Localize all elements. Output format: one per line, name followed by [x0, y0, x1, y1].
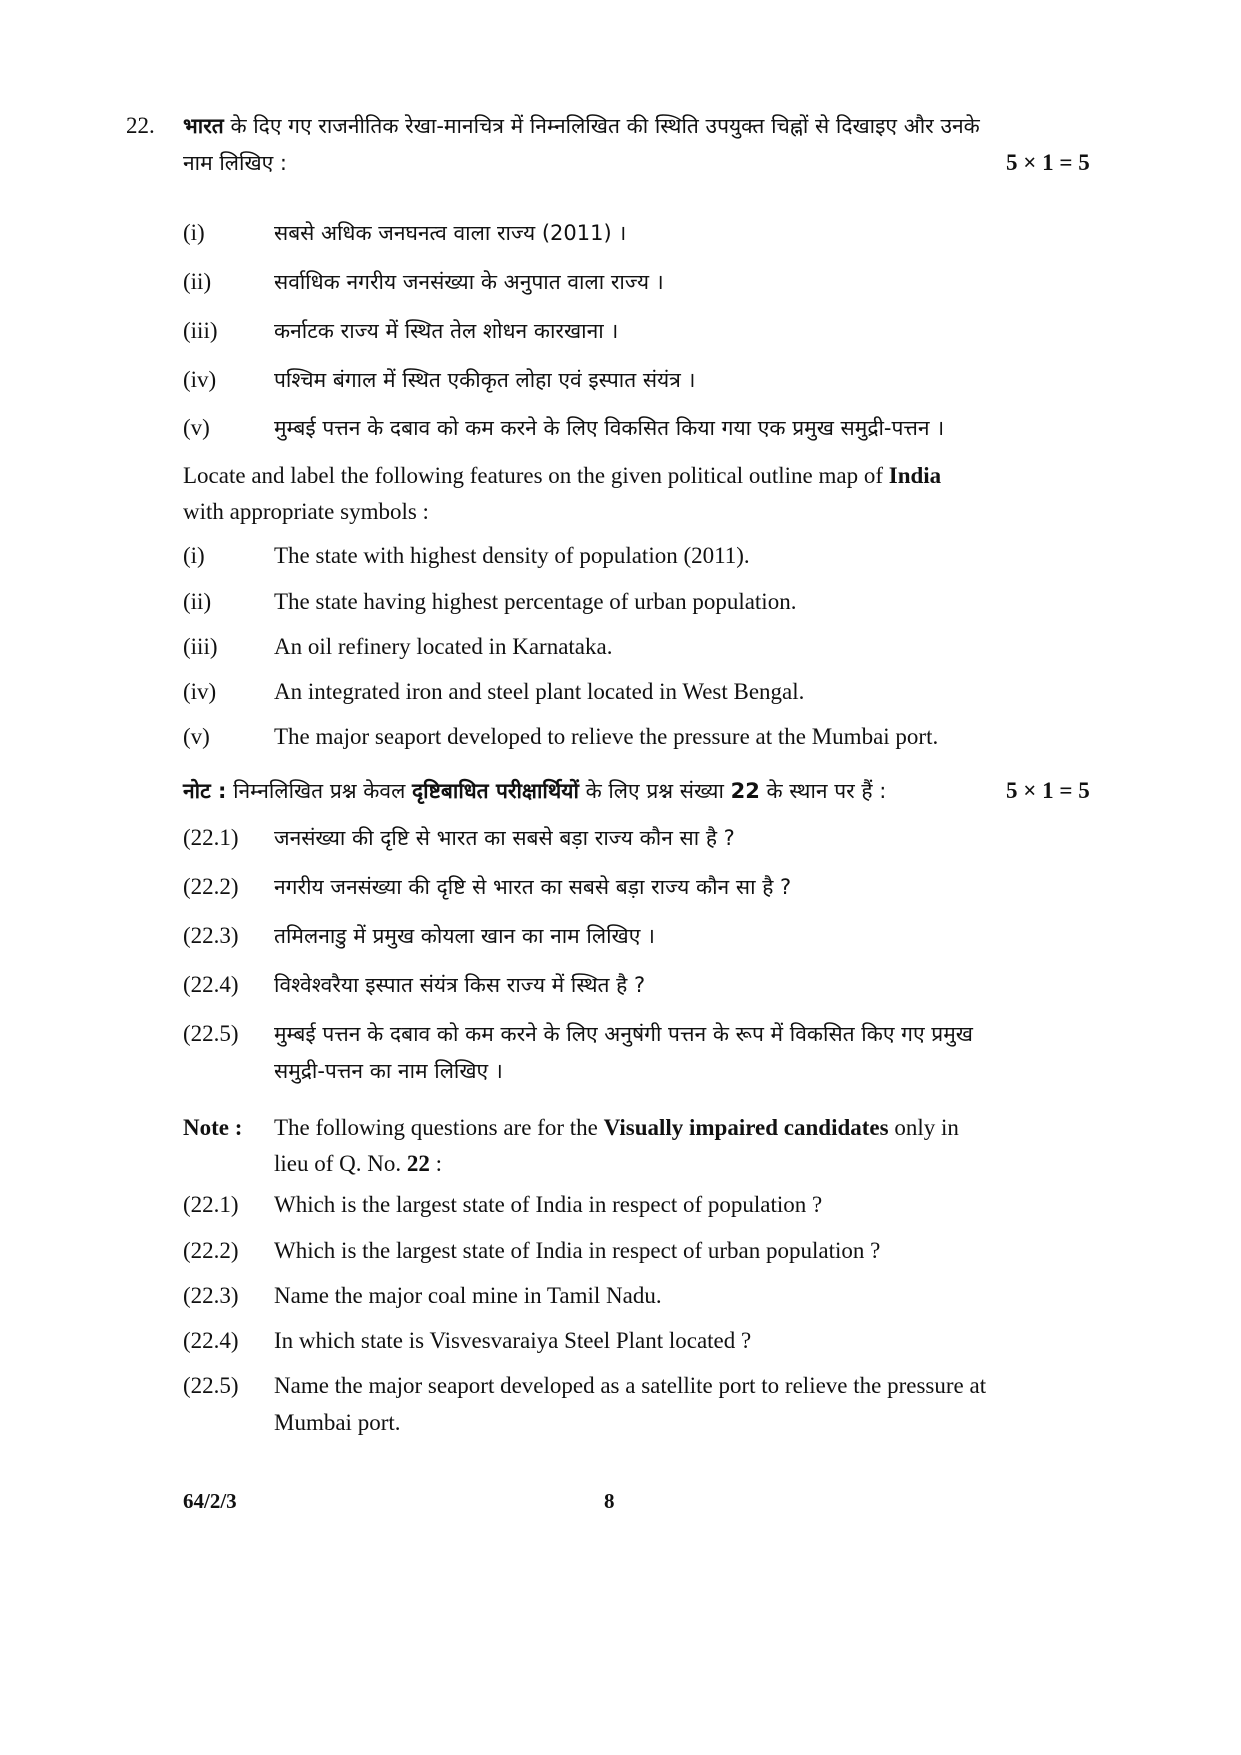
- note-en-item-number: (22.1): [183, 1192, 239, 1217]
- question-number: 22.: [126, 113, 155, 138]
- en-item-number: (iv): [183, 679, 217, 704]
- note-en-text: [274, 1110, 1053, 1182]
- note-hi-item-text: मुम्बई पत्तन के दबाव को कम करने के लिए अनुषंगी पत्तन के रूप में विकसित किए गए प्रमुख: [274, 1022, 973, 1046]
- hi-item-number: (iv): [183, 367, 217, 392]
- en-item-number: (i): [183, 543, 205, 568]
- question-hi-bold: भारत: [183, 114, 224, 138]
- hi-item-number: (v): [183, 415, 210, 440]
- question-en-intro: [183, 458, 1053, 530]
- note-hi-item-text: नगरीय जनसंख्या की दृष्टि से भारत का सबसे बड़ा राज्य कौन सा है ?: [274, 875, 792, 899]
- note-en-item-text: Which is the largest state of India in respect of urban population ?: [274, 1238, 881, 1263]
- note-en-qno: 22: [406, 1151, 430, 1176]
- note-hi-item-number: (22.2): [183, 874, 239, 899]
- note-hi-text-2: के लिए प्रश्न संख्या: [578, 779, 731, 803]
- note-hi-bold: दृष्टिबाधित परीक्षार्थियों: [412, 779, 579, 803]
- marks-allocation: 5 × 1 = 5: [1006, 150, 1090, 175]
- en-item-text: An integrated iron and steel plant located in West Bengal.: [274, 679, 805, 704]
- note-hi-label: नोट :: [183, 779, 227, 803]
- note-en-item-text: In which state is Visvesvaraiya Steel Plant located ?: [274, 1328, 752, 1353]
- en-item-text: The state having highest percentage of urban population.: [274, 589, 797, 614]
- note-hi-item-text: जनसंख्या की दृष्टि से भारत का सबसे बड़ा राज्य कौन सा है ?: [274, 826, 735, 850]
- hi-item-text: कर्नाटक राज्य में स्थित तेल शोधन कारखाना ।: [274, 319, 619, 343]
- note-hi-qno: 22: [730, 779, 760, 803]
- note-en-item-text: Which is the largest state of India in respect of population ?: [274, 1192, 823, 1217]
- question-hi-line-2: नाम लिखिए :: [183, 151, 287, 175]
- footer-paper-code: 64/2/3: [183, 1489, 237, 1513]
- note-en-item-number: (22.5): [183, 1373, 239, 1398]
- note-hi-heading: [183, 773, 886, 809]
- note-marks: 5 × 1 = 5: [1006, 778, 1090, 803]
- en-item-text: The state with highest density of population (2011).: [274, 543, 750, 568]
- en-item-number: (ii): [183, 589, 212, 614]
- note-en-item-text: Name the major coal mine in Tamil Nadu.: [274, 1283, 662, 1308]
- note-en-text-b: only in: [888, 1115, 959, 1140]
- note-hi-text-3: के स्थान पर हैं :: [759, 779, 887, 803]
- hi-item-text: सर्वाधिक नगरीय जनसंख्या के अनुपात वाला राज्य ।: [274, 270, 664, 294]
- hi-item-text: मुम्बई पत्तन के दबाव को कम करने के लिए विकसित किया गया एक प्रमुख समुद्री-पत्तन ।: [274, 416, 945, 440]
- note-hi-item-text: तमिलनाडु में प्रमुख कोयला खान का नाम लिखिए ।: [274, 924, 655, 948]
- note-en-text-a: The following questions are for the: [274, 1115, 604, 1140]
- note-en-item-number: (22.4): [183, 1328, 239, 1353]
- question-en-bold: India: [888, 463, 942, 488]
- note-en-item-number: (22.2): [183, 1238, 239, 1263]
- en-item-text: The major seaport developed to relieve the pressure at the Mumbai port.: [274, 724, 939, 749]
- note-hi-item-text-continued: समुद्री-पत्तन का नाम लिखिए ।: [274, 1059, 503, 1083]
- hi-item-number: (iii): [183, 318, 218, 343]
- hi-item-number: (ii): [183, 269, 212, 294]
- hi-item-text: पश्चिम बंगाल में स्थित एकीकृत लोहा एवं इस्पात संयंत्र ।: [274, 368, 696, 392]
- note-hi-item-number: (22.4): [183, 972, 239, 997]
- hi-item-text: सबसे अधिक जनघनत्व वाला राज्य (2011) ।: [274, 221, 627, 245]
- note-en-label: Note :: [183, 1115, 243, 1140]
- hi-item-number: (i): [183, 220, 205, 245]
- question-hi-text: के दिए गए राजनीतिक रेखा-मानचित्र में निम्नलिखित की स्थिति उपयुक्त चिह्नों से दिखाइए और उनके: [223, 114, 980, 138]
- note-en-bold: Visually impaired candidates: [603, 1115, 889, 1140]
- question-hi-line-1: [183, 108, 980, 144]
- note-hi-text: निम्नलिखित प्रश्न केवल: [226, 779, 413, 803]
- note-en-item-number: (22.3): [183, 1283, 239, 1308]
- note-en-text-d: :: [429, 1151, 443, 1176]
- en-item-number: (iii): [183, 634, 218, 659]
- note-hi-item-text: विश्वेश्वरैया इस्पात संयंत्र किस राज्य में स्थित है ?: [274, 973, 646, 997]
- note-en-text-c: lieu of Q. No.: [274, 1151, 407, 1176]
- note-en-item-text-continued: Mumbai port.: [274, 1410, 401, 1435]
- en-item-number: (v): [183, 724, 210, 749]
- note-hi-item-number: (22.3): [183, 923, 239, 948]
- note-hi-item-number: (22.1): [183, 825, 239, 850]
- footer-page-number: 8: [604, 1489, 615, 1513]
- note-hi-item-number: (22.5): [183, 1021, 239, 1046]
- en-item-text: An oil refinery located in Karnataka.: [274, 634, 613, 659]
- question-en-text: Locate and label the following features on the given political outline map of: [183, 463, 889, 488]
- note-en-item-text: Name the major seaport developed as a satellite port to relieve the pressure at: [274, 1373, 987, 1398]
- question-en-text-2: with appropriate symbols :: [183, 499, 429, 524]
